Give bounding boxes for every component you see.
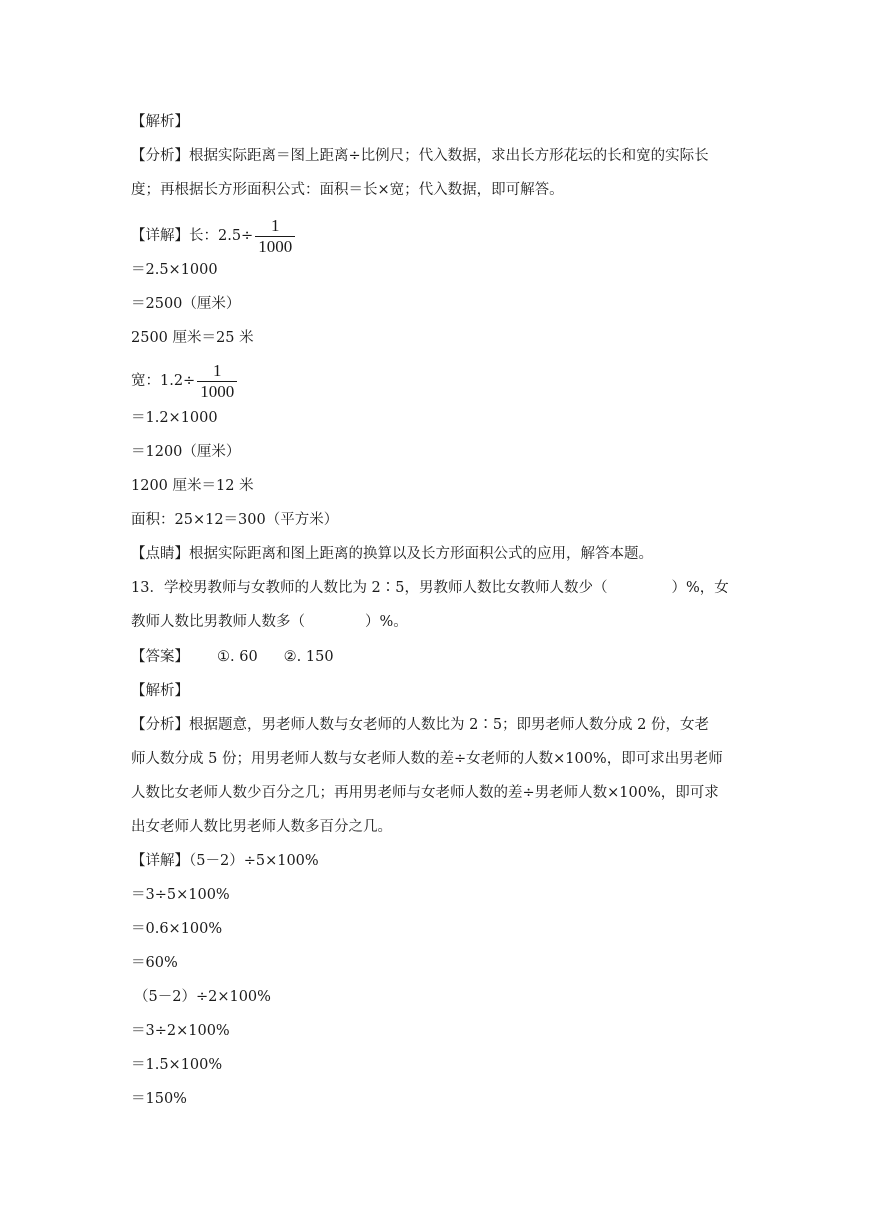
question-text: ）%。	[365, 614, 408, 630]
answer-option-1: ①. 60	[217, 649, 258, 665]
question-line-1	[131, 578, 729, 598]
question-text: ）%，女	[671, 580, 729, 596]
question-text: 教师人数比男教师人数多（	[131, 614, 305, 630]
analysis-line-2: 师人数分成 5 份；用男老师人数与女老师人数的差÷女老师的人数×100%，即可求出男老师	[131, 751, 723, 767]
analysis-line-4: 出女老师人数比男老师人数多百分之几。	[131, 819, 392, 835]
calc-line: 面积：25×12＝300（平方米）	[131, 512, 339, 528]
calc-line: ＝3÷5×100%	[131, 887, 230, 903]
detail-width-line	[131, 360, 237, 402]
analysis-line-1: 【分析】根据题意，男老师人数与女老师的人数比为 2∶5；即男老师人数分成 2 份，女老	[131, 717, 709, 733]
calc-line: ＝1200（厘米）	[131, 444, 241, 460]
calc-line: 1200 厘米＝12 米	[131, 478, 254, 494]
answer-line	[131, 647, 334, 667]
calc-line: ＝0.6×100%	[131, 921, 223, 937]
fraction-scale	[255, 216, 295, 257]
analysis-line-2: 度；再根据长方形面积公式：面积＝长×宽；代入数据，即可解答。	[131, 182, 564, 198]
answer-option-2: ②. 150	[283, 649, 334, 665]
calc-line: 2500 厘米＝25 米	[131, 330, 254, 346]
fraction-denominator: 1000	[255, 236, 295, 257]
detail-length-prefix: 【详解】长：2.5÷	[131, 228, 254, 244]
calc-line: ＝3÷2×100%	[131, 1023, 230, 1039]
question-text: 13．学校男教师与女教师的人数比为 2∶5，男教师人数比女教师人数少（	[131, 580, 608, 596]
question-line-2	[131, 612, 408, 632]
calc-line: 【详解】（5－2）÷5×100%	[131, 853, 319, 869]
calc-line: （5－2）÷2×100%	[134, 989, 271, 1005]
detail-width-prefix: 宽：1.2÷	[131, 373, 196, 389]
calc-line: ＝150%	[131, 1091, 187, 1107]
detail-length-line	[131, 215, 295, 257]
fraction-numerator: 1	[270, 215, 280, 235]
fraction-denominator: 1000	[197, 381, 237, 402]
calc-line: ＝1.5×100%	[131, 1057, 223, 1073]
calc-line: ＝60%	[131, 955, 178, 971]
calc-line: ＝2.5×1000	[131, 262, 218, 278]
fraction-scale	[197, 361, 237, 402]
calc-line: ＝1.2×1000	[131, 410, 218, 426]
analysis-heading: 【解析】	[131, 683, 189, 699]
analysis-line-1: 【分析】根据实际距离＝图上距离÷比例尺；代入数据，求出长方形花坛的长和宽的实际长	[131, 148, 709, 164]
analysis-heading: 【解析】	[131, 114, 189, 130]
calc-line: ＝2500（厘米）	[131, 296, 241, 312]
analysis-line-3: 人数比女老师人数少百分之几；再用男老师与女老师人数的差÷男老师人数×100%，即可求	[131, 785, 719, 801]
remark-line: 【点睛】根据实际距离和图上距离的换算以及长方形面积公式的应用，解答本题。	[131, 546, 653, 562]
answer-label: 【答案】	[131, 649, 189, 665]
fraction-numerator: 1	[212, 360, 222, 380]
